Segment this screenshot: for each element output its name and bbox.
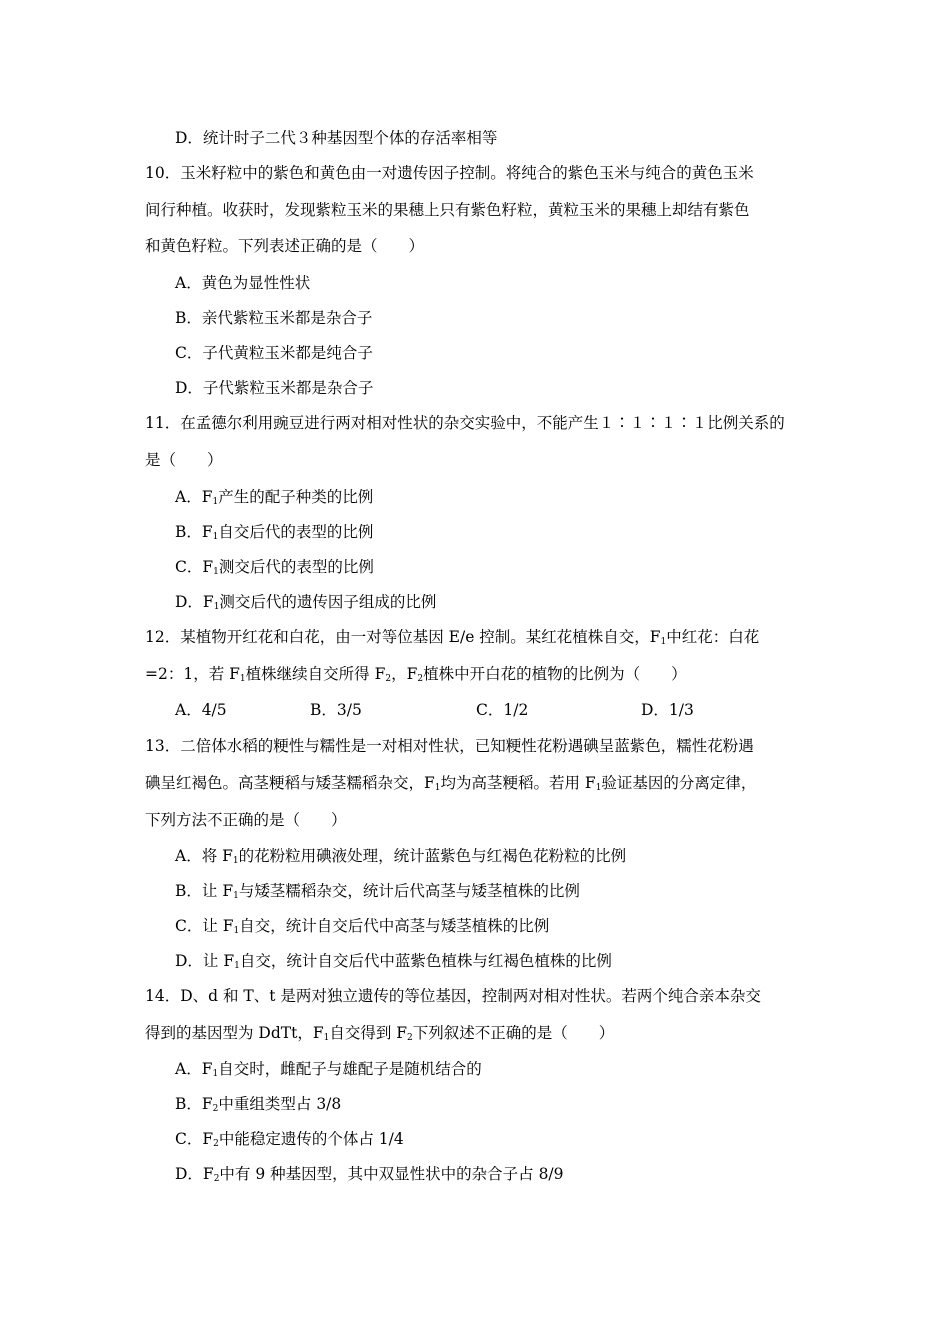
q12-stem-line-1: 12．某植物开红花和白花，由一对等位基因 E/e 控制。某红花植株自交，$F_1$中红花：白花 <box>145 628 760 647</box>
q11-stem-line-2: 是（ ） <box>145 451 223 469</box>
q14-stem-line-1: 14．D、d 和 T、t 是两对独立遗传的等位基因，控制两对相对性状。若两个纯合亲本杂交 <box>145 987 761 1005</box>
q11-stem-line-1: 11．在孟德尔利用豌豆进行两对相对性状的杂交实验中，不能产生１∶１∶１∶１比例关系的 <box>145 414 785 432</box>
q11-option-a: A．$F_1$产生的配子种类的比例 <box>175 488 374 507</box>
q12-option-a: A．4/5 <box>175 701 227 719</box>
q13-option-d: D．让 $F_1$自交，统计自交后代中蓝紫色植株与红褐色植株的比例 <box>175 952 612 971</box>
q14-option-c: C．$F_2$中能稳定遗传的个体占 1/4 <box>175 1130 404 1149</box>
q11-option-b: B．$F_1$自交后代的表型的比例 <box>175 523 374 542</box>
q11-option-c: C．$F_1$测交后代的表型的比例 <box>175 558 374 577</box>
q12-option-c: C．1/2 <box>476 701 529 719</box>
q9-option-d: D．统计时子二代３种基因型个体的存活率相等 <box>175 129 498 147</box>
q12-option-b: B．3/5 <box>310 701 362 719</box>
q13-option-c: C．让 $F_1$自交，统计自交后代中高茎与矮茎植株的比例 <box>175 917 550 936</box>
q14-option-b: B．$F_2$中重组类型占 3/8 <box>175 1095 342 1114</box>
q10-option-b: B．亲代紫粒玉米都是杂合子 <box>175 309 373 327</box>
q14-option-d: D．$F_2$中有 9 种基因型，其中双显性状中的杂合子占 8/9 <box>175 1165 564 1184</box>
q12-option-d: D．1/3 <box>641 701 694 719</box>
q13-stem-line-2: 碘呈红褐色。高茎粳稻与矮茎糯稻杂交，$F_1$均为高茎粳稻。若用 $F_1$验证基因的分离定律， <box>145 774 757 793</box>
q14-stem-line-2: 得到的基因型为 DdTt，$F_1$自交得到 $F_2$下列叙述不正确的是（ ） <box>145 1024 615 1043</box>
q12-stem-line-2: =2：1，若 $F_1$植株继续自交所得 $F_2$，$F_2$植株中开白花的植物的比例为（ ） <box>145 665 687 684</box>
q13-option-a: A．将 $F_1$的花粉粒用碘液处理，统计蓝紫色与红褐色花粉粒的比例 <box>175 847 627 866</box>
q13-stem-line-1: 13．二倍体水稻的粳性与糯性是一对相对性状，已知粳性花粉遇碘呈蓝紫色，糯性花粉遇 <box>145 737 754 755</box>
q10-stem-line-2: 间行种植。收获时，发现紫粒玉米的果穗上只有紫色籽粒，黄粒玉米的果穗上却结有紫色 <box>145 201 750 219</box>
q13-option-b: B．让 $F_1$与矮茎糯稻杂交，统计后代高茎与矮茎植株的比例 <box>175 882 580 901</box>
q10-stem-line-3: 和黄色籽粒。下列表述正确的是（ ） <box>145 237 425 255</box>
q10-option-a: A．黄色为显性性状 <box>175 274 311 292</box>
q10-stem-line-1: 10．玉米籽粒中的紫色和黄色由一对遗传因子控制。将纯合的紫色玉米与纯合的黄色玉米 <box>145 164 754 182</box>
q10-option-d: D．子代紫粒玉米都是杂合子 <box>175 379 374 397</box>
q14-option-a: A．$F_1$自交时，雌配子与雄配子是随机结合的 <box>175 1060 482 1079</box>
q10-option-c: C．子代黄粒玉米都是纯合子 <box>175 344 373 362</box>
q11-option-d: D．$F_1$测交后代的遗传因子组成的比例 <box>175 593 437 612</box>
q13-stem-line-3: 下列方法不正确的是（ ） <box>145 811 347 829</box>
